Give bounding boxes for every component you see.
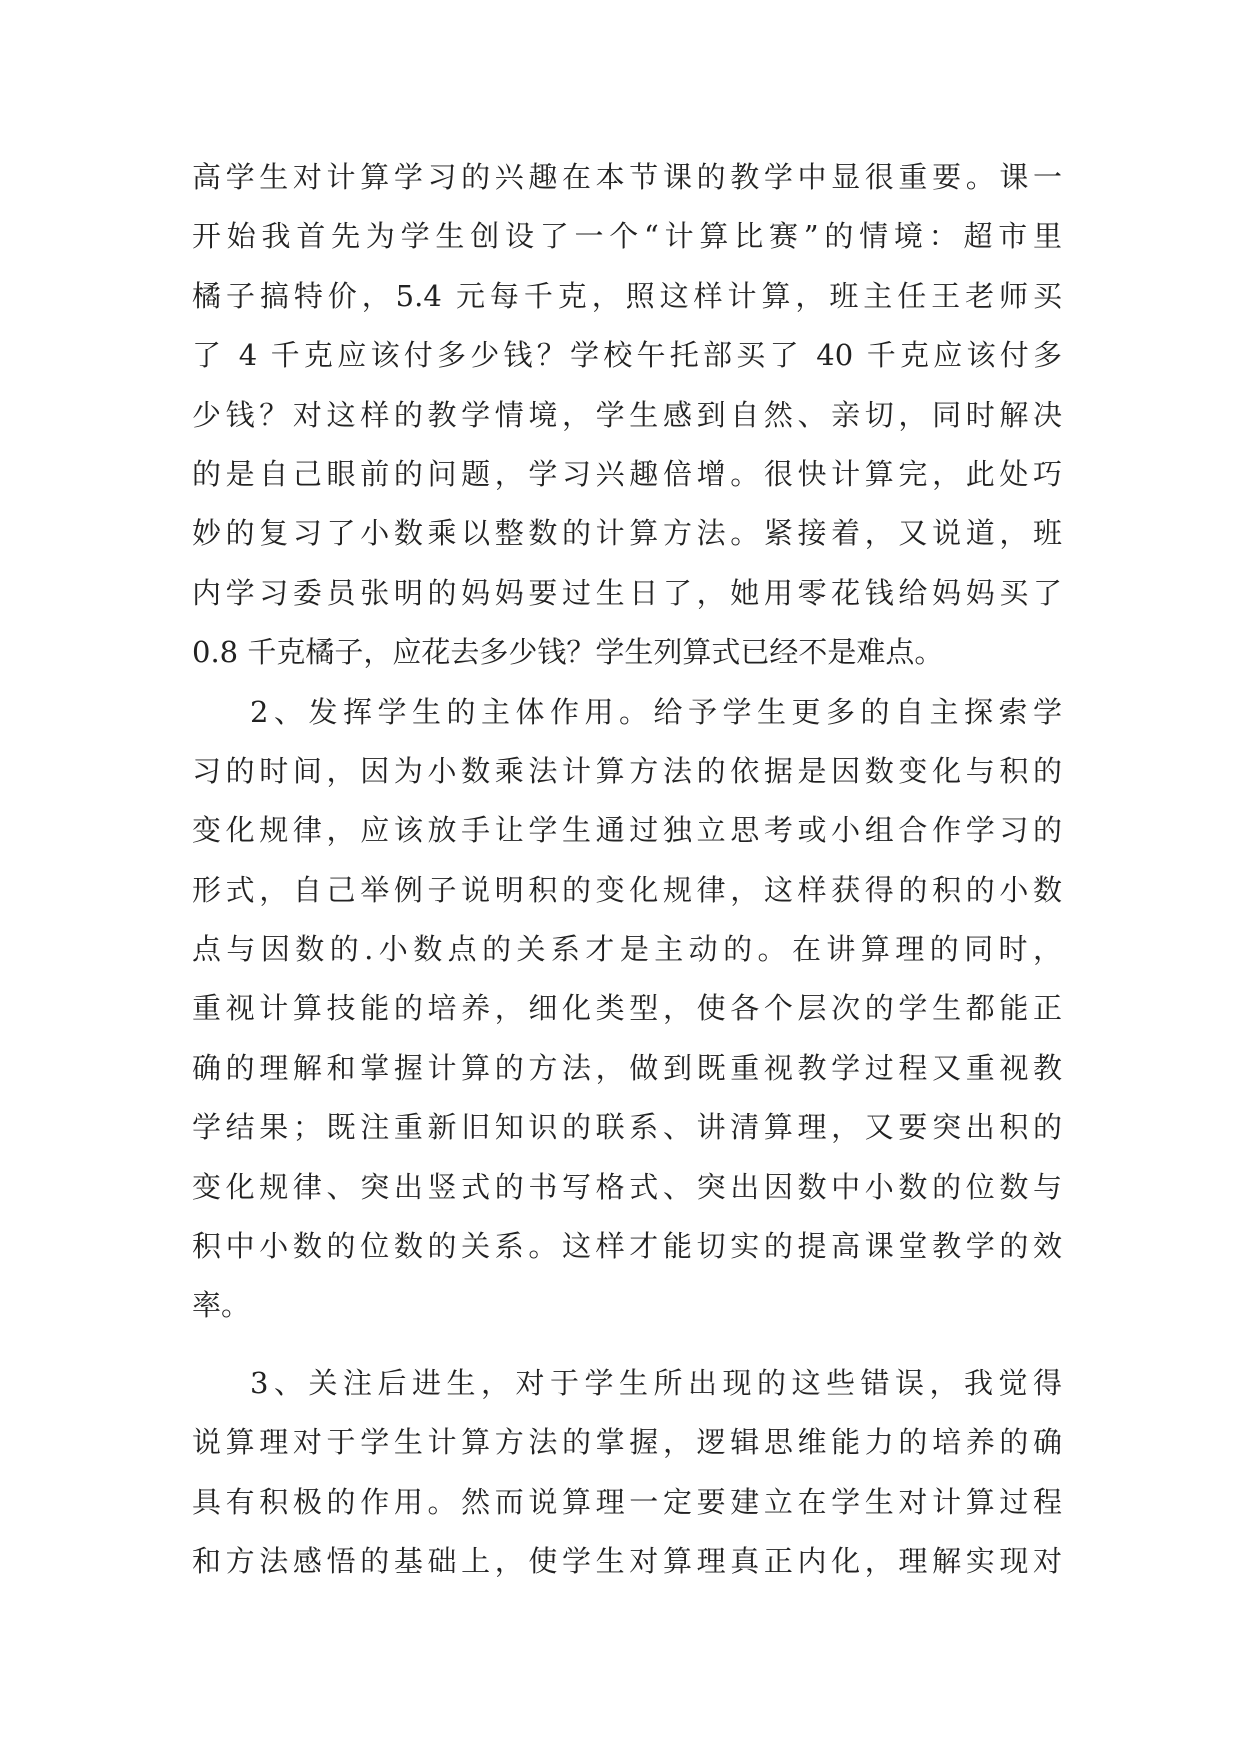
text-line: 学结果；既注重新旧知识的联系、讲清算理，又要突出积的 — [192, 1110, 1062, 1145]
text-line: 少钱？对这样的教学情境，学生感到自然、亲切，同时解决 — [192, 397, 1062, 432]
text-line: 2、发挥学生的主体作用。给予学生更多的自主探索学 — [250, 694, 1062, 729]
text-line: 高学生对计算学习的兴趣在本节课的教学中显很重要。课一 — [192, 160, 1062, 194]
text-line: 3、关注后进生，对于学生所出现的这些错误，我觉得 — [250, 1365, 1062, 1400]
paragraph-3 — [192, 1354, 1062, 1592]
paragraph-2 — [192, 683, 1062, 1336]
text-line: 变化规律，应该放手让学生通过独立思考或小组合作学习的 — [192, 813, 1062, 848]
text-line: 点与因数的.小数点的关系才是主动的。在讲算理的同时， — [192, 932, 1062, 967]
text-line: 开始我首先为学生创设了一个“计算比赛”的情境：超市里 — [192, 219, 1062, 254]
text-line: 积中小数的位数的关系。这样才能切实的提高课堂教学的效 — [192, 1229, 1062, 1264]
paragraph-1 — [192, 148, 1062, 683]
text-line: 确的理解和掌握计算的方法，做到既重视教学过程又重视教 — [192, 1050, 1062, 1085]
text-line: 橘子搞特价，5.4 元每千克，照这样计算，班主任王老师买 — [192, 278, 1062, 313]
body-text — [192, 148, 1062, 1591]
text-line: 妙的复习了小数乘以整数的计算方法。紧接着，又说道，班 — [192, 516, 1062, 551]
text-line: 重视计算技能的培养，细化类型，使各个层次的学生都能正 — [192, 991, 1062, 1026]
text-line: 说算理对于学生计算方法的掌握，逻辑思维能力的培养的确 — [192, 1425, 1062, 1460]
text-line: 习的时间，因为小数乘法计算方法的依据是因数变化与积的 — [192, 753, 1062, 788]
text-line: 变化规律、突出竖式的书写格式、突出因数中小数的位数与 — [192, 1169, 1062, 1204]
text-line: 0.8 千克橘子，应花去多少钱？学生列算式已经不是难点。 — [192, 635, 944, 670]
text-line: 和方法感悟的基础上，使学生对算理真正内化，理解实现对 — [192, 1543, 1062, 1578]
text-line: 具有积极的作用。然而说算理一定要建立在学生对计算过程 — [192, 1484, 1062, 1519]
text-line: 率。 — [192, 1288, 251, 1323]
text-line: 内学习委员张明的妈妈要过生日了，她用零花钱给妈妈买了 — [192, 575, 1062, 610]
text-line: 了 4 千克应该付多少钱？学校午托部买了 40 千克应该付多 — [192, 338, 1062, 373]
text-line: 的是自己眼前的问题，学习兴趣倍增。很快计算完，此处巧 — [192, 456, 1062, 491]
paragraph-spacer — [192, 1336, 1062, 1354]
text-line: 形式，自己举例子说明积的变化规律，这样获得的积的小数 — [192, 872, 1062, 907]
